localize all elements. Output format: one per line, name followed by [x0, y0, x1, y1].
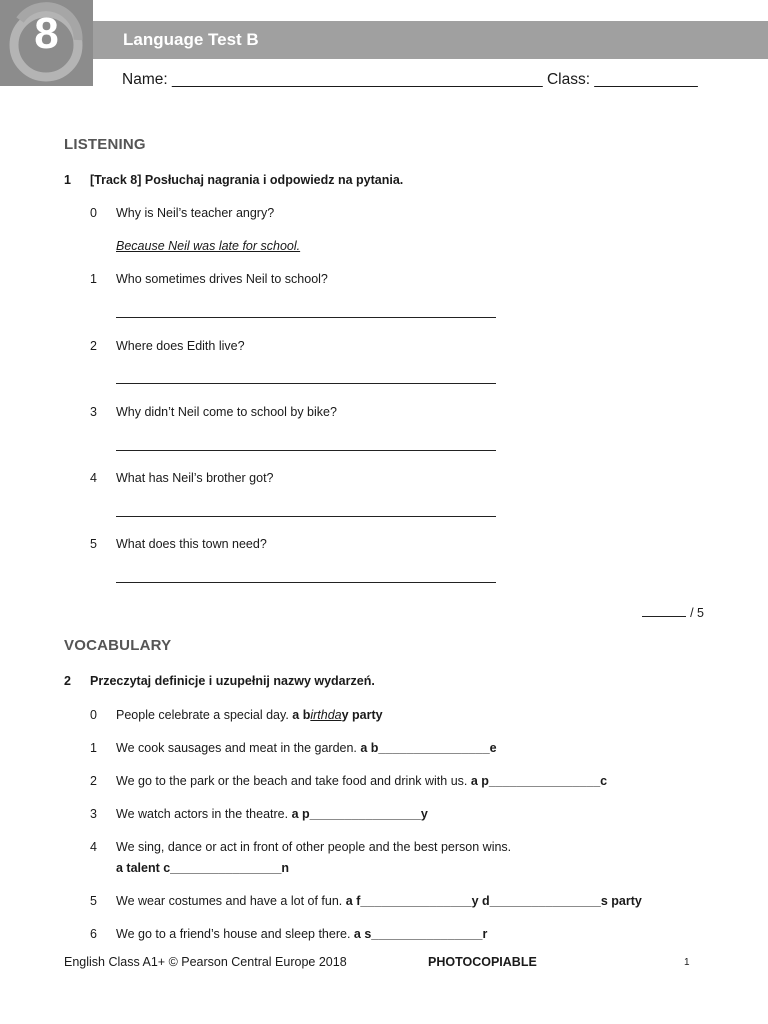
task-instruction: [Track 8] Posłuchaj nagrania i odpowiedz na pytania. [90, 173, 404, 187]
vocabulary-item: 2 We go to the park or the beach and take food and drink with us. a p________________c [90, 774, 608, 788]
fill-blank[interactable]: a talent c________________n [116, 861, 290, 875]
vocabulary-item: 0 People celebrate a special day. a birthday party [90, 708, 383, 722]
class-field[interactable]: Class: ____________ [546, 71, 698, 88]
vocabulary-item: 4 We sing, dance or act in front of other people and the best person wins. [90, 840, 512, 854]
answer-line[interactable] [116, 317, 496, 318]
listening-question: 1 Who sometimes drives Neil to school? [90, 272, 328, 286]
unit-number: 8 [34, 9, 59, 58]
vocabulary-task [64, 674, 375, 688]
footer-page-number: 1 [684, 957, 690, 968]
task-instruction: Przeczytaj definicje i uzupełnij nazwy wydarzeń. [90, 674, 375, 688]
vocabulary-heading: VOCABULARY [64, 637, 172, 654]
answer-line[interactable] [116, 450, 496, 451]
fill-blank[interactable]: a b________________e [360, 741, 497, 755]
answer-line[interactable] [116, 383, 496, 384]
listening-question: 4 What has Neil’s brother got? [90, 471, 274, 485]
header-bar [93, 21, 768, 59]
vocabulary-item: 6 We go to a friend’s house and sleep there. a s________________r [90, 927, 488, 941]
fill-blank[interactable]: a f________________y d________________s party [345, 894, 642, 908]
vocabulary-item: 3 We watch actors in the theatre. a p________________y [90, 807, 428, 821]
footer-photocopiable: PHOTOCOPIABLE [428, 955, 537, 969]
listening-question: 5 What does this town need? [90, 537, 267, 551]
listening-question: 2 Where does Edith live? [90, 339, 245, 353]
name-field[interactable]: Name: ___________________________________________ [122, 71, 543, 88]
fill-blank[interactable]: a p________________c [470, 774, 608, 788]
answer-line[interactable] [116, 582, 496, 583]
listening-task [64, 173, 403, 187]
vocabulary-item-continuation [116, 861, 289, 875]
listening-score: / 5 [642, 604, 704, 620]
vocabulary-item: 1 We cook sausages and meat in the garden. a b________________e [90, 741, 497, 755]
score-blank[interactable] [642, 604, 686, 617]
vocabulary-item: 5 We wear costumes and have a lot of fun. a f________________y d________________s party [90, 894, 642, 908]
task-number: 1 [64, 173, 71, 187]
fill-blank[interactable]: a s________________r [353, 927, 488, 941]
footer-copyright: English Class A1+ © Pearson Central Europe 2018 [64, 955, 347, 969]
listening-heading: LISTENING [64, 136, 146, 153]
name-class-line [122, 71, 698, 89]
task-number: 2 [64, 674, 71, 688]
unit-badge [0, 0, 93, 86]
listening-question: 3 Why didn’t Neil come to school by bike? [90, 405, 337, 419]
example-answer: Because Neil was late for school. [116, 239, 301, 253]
test-title: Language Test B [123, 30, 259, 49]
answer-line[interactable] [116, 516, 496, 517]
fill-blank[interactable]: a p________________y [291, 807, 428, 821]
listening-question: 0 Why is Neil’s teacher angry? [90, 206, 275, 220]
